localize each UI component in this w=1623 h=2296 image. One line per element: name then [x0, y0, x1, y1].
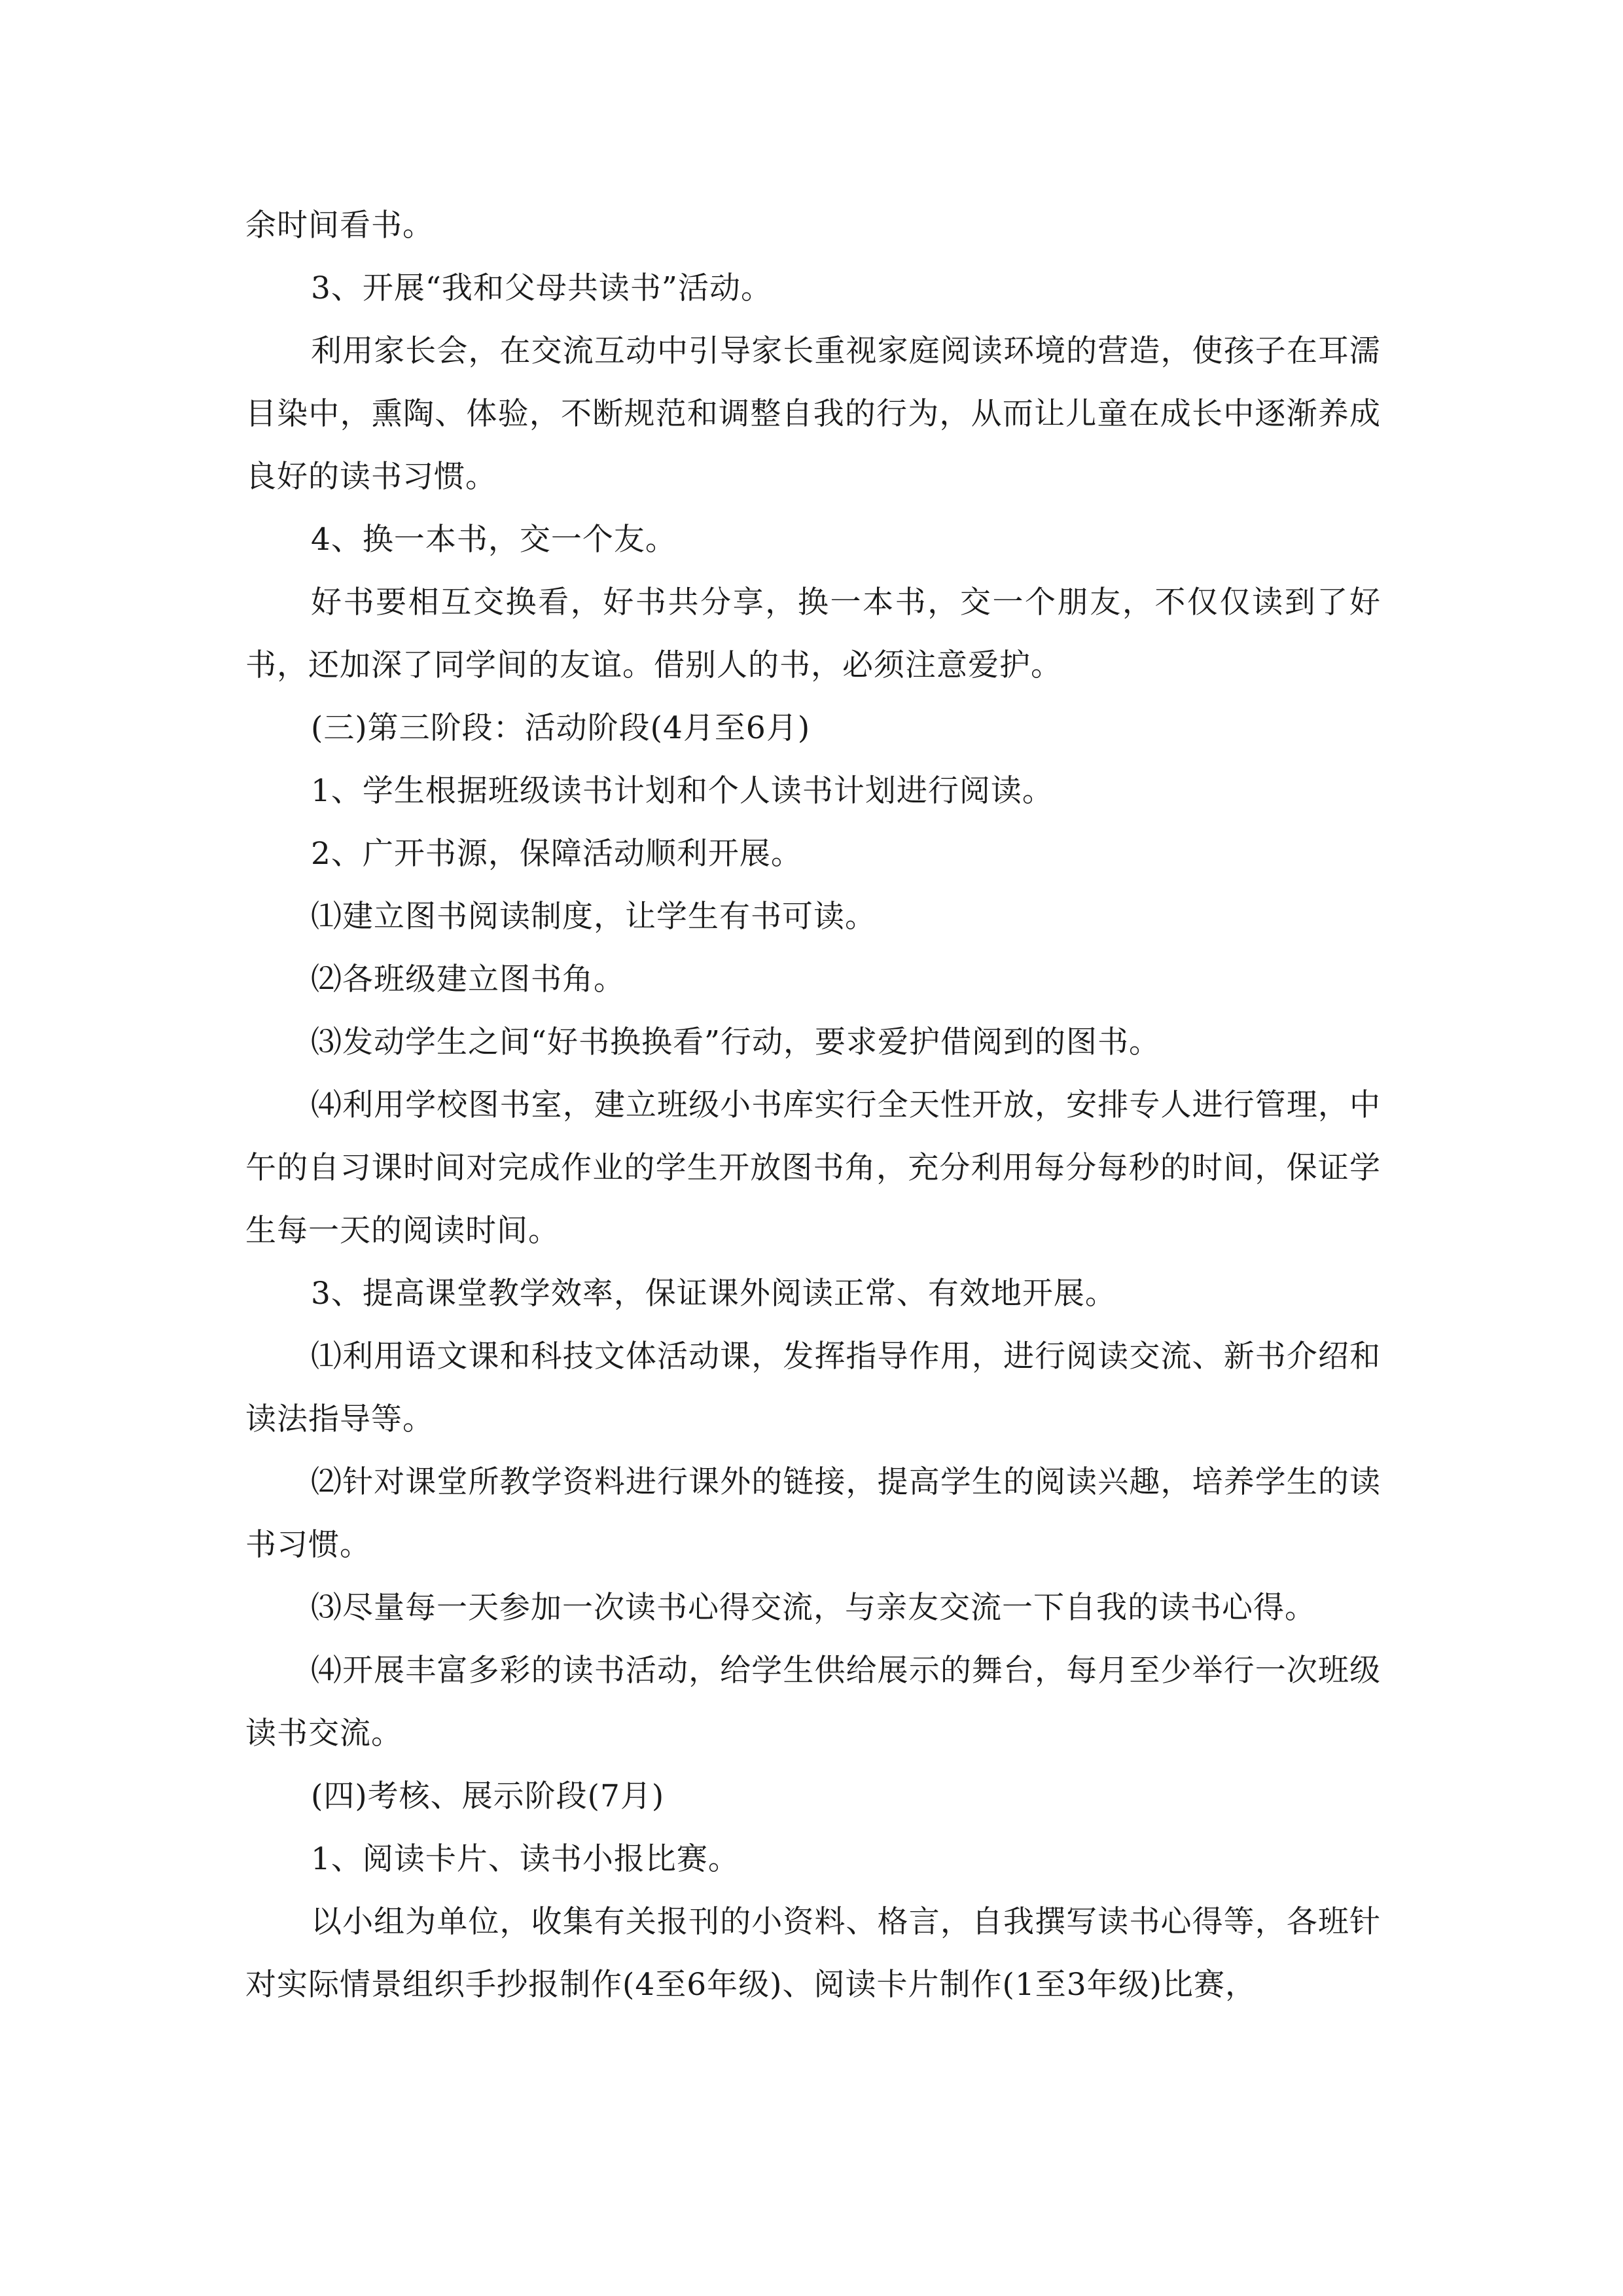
section-heading: 3、开展“我和父母共读书”活动。 [311, 270, 772, 306]
list-item: ⑶尽量每一天参加一次读书心得交流，与亲友交流一下自我的读书心得。 [311, 1590, 1316, 1626]
list-item: ⑴利用语文课和科技文体活动课，发挥指导作用，进行阅读交流、新书介绍和读法指导等。 [245, 1338, 1381, 1437]
list-item: ⑴建立图书阅读制度，让学生有书可读。 [311, 899, 876, 935]
list-item: ⑷开展丰富多彩的读书活动，给学生供给展示的舞台，每月至少举行一次班级读书交流。 [245, 1653, 1381, 1751]
stage-heading: (三)第三阶段：活动阶段(4月至6月) [311, 710, 811, 746]
list-item: ⑵各班级建立图书角。 [311, 961, 625, 997]
section-heading: 2、广开书源，保障活动顺利开展。 [311, 836, 802, 872]
section-heading: 1、阅读卡片、读书小报比赛。 [311, 1841, 740, 1877]
paragraph: 好书要相互交换看，好书共分享，换一本书，交一个朋友，不仅仅读到了好书，还加深了同学间的友谊。借别人的书，必须注意爱护。 [245, 584, 1381, 683]
paragraph: 以小组为单位，收集有关报刊的小资料、格言，自我撰写读书心得等，各班针对实际情景组织手抄报制作(4至6年级)、阅读卡片制作(1至3年级)比赛， [245, 1904, 1381, 2003]
section-heading: 3、提高课堂教学效率，保证课外阅读正常、有效地开展。 [311, 1276, 1116, 1312]
section-heading: 1、学生根据班级读书计划和个人读书计划进行阅读。 [311, 773, 1054, 809]
list-item: ⑷利用学校图书室，建立班级小书库实行全天性开放，安排专人进行管理，中午的自习课时间对完成作业的学生开放图书角，充分利用每分每秒的时间，保证学生每一天的阅读时间。 [245, 1087, 1381, 1249]
list-item: ⑵针对课堂所教学资料进行课外的链接，提高学生的阅读兴趣，培养学生的读书习惯。 [245, 1464, 1381, 1563]
section-heading: 4、换一本书，交一个友。 [311, 522, 677, 558]
stage-heading: (四)考核、展示阶段(7月) [311, 1778, 665, 1814]
list-item: ⑶发动学生之间“好书换换看”行动，要求爱护借阅到的图书。 [311, 1024, 1161, 1060]
paragraph: 余时间看书。 [245, 207, 434, 243]
document-body [245, 194, 1381, 2017]
paragraph: 利用家长会，在交流互动中引导家长重视家庭阅读环境的营造，使孩子在耳濡目染中，熏陶、体验，不断规范和调整自我的行为，从而让儿童在成长中逐渐养成良好的读书习惯。 [245, 333, 1381, 495]
